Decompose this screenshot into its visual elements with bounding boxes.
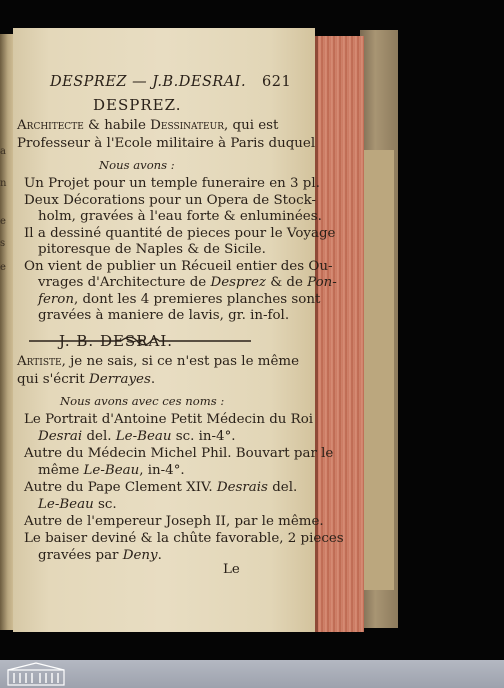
- person-name: Desrais: [216, 480, 268, 495]
- left-page-edge: [0, 34, 13, 630]
- entry-intro-line: Professeur à l'Ecole militaire à Paris duquel: [17, 136, 316, 151]
- list-item: [38, 429, 236, 444]
- margin-mark: e: [0, 262, 6, 273]
- catchword: Le: [223, 562, 240, 577]
- text-fragment: Autre du Pape Clement XIV.: [24, 480, 217, 495]
- person-name: Deny: [122, 548, 158, 563]
- list-item: [24, 480, 297, 495]
- person-name: Le-Beau: [83, 463, 140, 478]
- running-header: [50, 74, 292, 90]
- viewer-footer-band: [0, 660, 504, 688]
- text-fragment: gravées par: [38, 548, 123, 563]
- text-fragment: .: [157, 548, 162, 563]
- list-item: Il a dessiné quantité de pieces pour le Voyage: [24, 226, 336, 241]
- text-fragment: , qui est: [224, 118, 279, 133]
- text-fragment: , dont les 4 premieres planches sont: [73, 292, 321, 307]
- text-fragment: sc. in-4°.: [171, 429, 236, 444]
- list-item: [38, 275, 337, 290]
- list-item: Autre du Médecin Michel Phil. Bouvart par le: [24, 446, 334, 461]
- person-name: Desprez: [210, 275, 266, 290]
- list-item: gravées à maniere de lavis, gr. in-fol.: [38, 308, 290, 323]
- list-item: Le Portrait d'Antoine Petit Médecin du Roi: [24, 412, 314, 427]
- book-page: [13, 28, 344, 632]
- list-item: Deux Décorations pour un Opera de Stock-: [24, 193, 316, 208]
- text-fragment: sc.: [93, 497, 117, 512]
- entry-role: Artiste: [17, 354, 62, 369]
- margin-mark: e: [0, 216, 6, 227]
- text-fragment: , je ne sais, si ce n'est pas le même: [61, 354, 299, 369]
- section-subheading: Nous avons :: [99, 158, 175, 172]
- margin-mark: s: [0, 238, 6, 249]
- person-name: Derrayes: [89, 372, 151, 387]
- entry-intro-line: [17, 354, 299, 369]
- section-subheading: Nous avons avec ces noms :: [60, 394, 225, 408]
- text-fragment: del.: [267, 480, 298, 495]
- entry-intro-line: [17, 118, 278, 133]
- running-title: DESPREZ — J.B.DESRAI.: [50, 74, 247, 90]
- person-name: Desrai: [38, 429, 83, 444]
- text-fragment: del.: [82, 429, 116, 444]
- list-item: Un Projet pour un temple funeraire en 3 pl.: [24, 176, 320, 191]
- entry-intro-line: [17, 372, 155, 387]
- person-name: feron: [38, 292, 74, 307]
- text-fragment: .: [150, 372, 156, 387]
- person-name: Le-Beau: [115, 429, 172, 444]
- entry-role: Dessinateur: [150, 118, 224, 133]
- list-item: holm, gravées à l'eau forte & enluminées.: [38, 209, 322, 224]
- library-building-icon: [6, 662, 66, 686]
- person-name: Pon-: [307, 275, 337, 290]
- text-fragment: qui s'écrit: [17, 372, 90, 387]
- list-item: [38, 497, 117, 512]
- list-item: On vient de publier un Récueil entier des Ou-: [24, 259, 333, 274]
- entry-role: Architecte: [17, 118, 84, 133]
- person-name: Le-Beau: [38, 497, 94, 512]
- text-fragment: & de: [265, 275, 308, 290]
- margin-mark: a: [0, 146, 6, 157]
- entry-title: DESPREZ.: [93, 96, 182, 114]
- text-fragment: même: [38, 463, 84, 478]
- text-fragment: vrages d'Architecture de: [38, 275, 211, 290]
- text-fragment: & habile: [83, 118, 151, 133]
- list-item: Le baiser deviné & la chûte favorable, 2 pieces: [24, 531, 344, 546]
- list-item: [38, 292, 320, 307]
- text-fragment: , in-4°.: [139, 463, 185, 478]
- list-item: pitoresque de Naples & de Sicile.: [38, 242, 266, 257]
- list-item: [38, 463, 185, 478]
- list-item: Autre de l'empereur Joseph II, par le même.: [24, 514, 324, 529]
- cover-inner-board: [364, 150, 394, 590]
- list-item: [38, 548, 162, 563]
- entry-title: J. B. DESRAI.: [59, 332, 174, 350]
- margin-mark: n: [0, 178, 7, 189]
- page-number: 621: [262, 74, 292, 90]
